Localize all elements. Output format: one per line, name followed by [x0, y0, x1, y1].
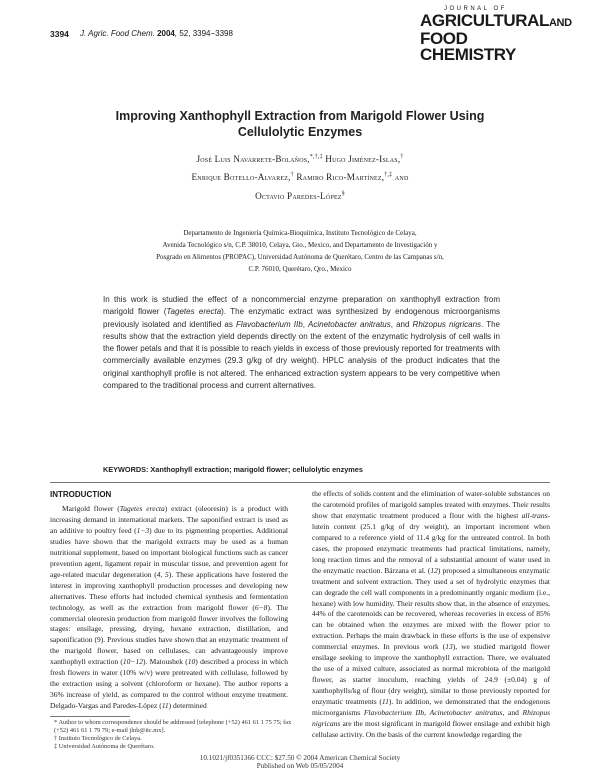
- author-line-1: [130, 149, 470, 167]
- reference: 4, 5: [156, 569, 169, 579]
- footnotes: [50, 719, 300, 751]
- footnote-correspondence: * Author to whom correspondence should be addressed [telephone (+52) 461 61 1 75 75; fax (+52) 461 61 1 79 79; e-mail jlnb@itc.mx].: [54, 719, 292, 734]
- doi-line: 10.1021/jf0351366 CCC: $27.50 © 2004 American Chemical Society: [199, 754, 401, 762]
- species-name: Flavobacterium IIb: [235, 319, 303, 329]
- affiliation-line: Avenida Tecnológico s/n, C.P. 38010, Celaya, Gto., Mexico, and Departamento de Investigación y: [162, 241, 438, 249]
- logo-and: AND: [548, 17, 572, 29]
- reference: 11: [381, 697, 389, 707]
- species-name: Tagetes erecta: [166, 307, 222, 317]
- intro-paragraph-1: Marigold flower (Tagetes erecta) extract (oleoresin) is a product with increasing demand in international markets. The saponified extract is used as an additive to poultry feed (1−3) due to its pigmenting properties. Additional studies have shown that the marigold extracts may be used as a human nutritional supplement, based on important biological functions such as cancer prevention agent, ligament repair in muscular tissue, and prevention agent for age-related macular degeneration (4, 5). These applications have fostered the interest in improving xanthophyll production processes and developing new alternatives. These efforts had included chemical synthesis and fermentation technology, as well as the extraction from marigold flower (6−8). The commercial oleoresin production from marigold flower involves the following stages: ensilage, pressing, drying, hexane extraction, distillation, and saponification (9). Previous studies have shown that an enzymatic treatment of the marigold flower, based on cellulases, can advantageously improve xanthophyll extraction (10−12). Matoushek (10) described a process in which fresh flowers in water (10% w/v) were pretreated with cellulase, followed by the extraction using a solvent (chloroform or hexane). The author reports a 36% increase of yield, as compared to the control without enzyme treatment. Delgado-Vargas and Paredes-López (11) determined: [50, 504, 289, 711]
- keywords-label: KEYWORDS:: [103, 465, 149, 474]
- body-column-left: [50, 504, 288, 712]
- journal-abbrev: J. Agric. Food Chem.: [80, 29, 155, 38]
- section-divider: [50, 482, 550, 483]
- author-paredes: Octavio Paredes-López: [255, 190, 342, 201]
- reference: 13: [445, 642, 453, 652]
- keywords-text: Xanthophyll extraction; marigold flower; cellulolytic enzymes: [148, 465, 363, 474]
- introduction-heading: INTRODUCTION: [50, 490, 112, 499]
- citation-volume-pages: 52, 3394−3398: [179, 29, 233, 38]
- footnote-divider: [50, 716, 130, 717]
- title-line-1: Improving Xanthophyll Extraction from Marigold Flower Using: [115, 109, 485, 123]
- author-mark: §: [341, 190, 345, 197]
- species-name: Acinetobacter anitratus: [429, 708, 503, 718]
- reference: 1−3: [136, 525, 150, 535]
- reference: 12: [430, 565, 438, 575]
- affiliation-line: Departamento de Ingeniería Química-Bioquímica, Instituto Tecnológico de Celaya,: [183, 229, 417, 237]
- species-name: Flavobacterium IIb: [363, 708, 425, 718]
- citation-year: 2004: [157, 29, 175, 38]
- author-and: and: [392, 172, 409, 183]
- publication-date: Published on Web 05/05/2004: [256, 762, 344, 770]
- title-line-2: Cellulolytic Enzymes: [237, 125, 363, 139]
- journal-logo: [420, 6, 572, 64]
- species-name: Tagetes erecta: [119, 504, 165, 513]
- page-number: 3394: [50, 29, 69, 39]
- body-column-right: [312, 489, 550, 741]
- author-line-2: [130, 167, 470, 185]
- affiliation-line: C.P. 76010, Querétaro, Qro., Mexico: [248, 265, 352, 273]
- affiliation-line: Posgrado en Alimentos (PROPAC), Universidad Autónoma de Querétaro, Centro de las Campanas s/n,: [156, 253, 444, 261]
- abstract: In this work is studied the effect of a noncommercial enzyme preparation on xanthophyll extraction from marigold flower (Tagetes erecta). The enzymatic extract was synthesized by endogenous microorganisms previously isolated and identified as Flavobacterium IIb, Acinetobacter anitratus, and Rhizopus nigricans. The results show that the extraction yield depends directly on the extent of the enzymatic hydrolysis of cell walls in the flower petals and that it is possible to reach yields in excess of those previously reported for treatments with commercially available enzymes (29.3 g/kg of dry weight). HPLC analysis of the product indicates that the original xanthophyll profile is not altered. The enhanced extraction system appears to be very competitive when compared to the traditional process and current alternatives.: [103, 295, 501, 391]
- author-mark: †,‡: [384, 172, 393, 179]
- author-mark: *,†,‡: [309, 154, 323, 160]
- article-title: [100, 108, 500, 140]
- reference: 11: [161, 701, 169, 711]
- affiliation: [80, 227, 520, 275]
- chemical-prefix: all-trans: [521, 510, 548, 520]
- author-botello: Enrique Botello-Alvarez,: [191, 172, 291, 183]
- keywords: [103, 465, 503, 474]
- author-navarrete: José Luis Navarrete-Bolaños,: [196, 154, 310, 165]
- reference: 10: [187, 657, 196, 667]
- species-name: Rhizopus nigricans: [412, 319, 482, 329]
- journal-citation: J. Agric. Food Chem. 2004, 52, 3394−3398: [80, 29, 233, 38]
- author-rico: Ramiro Rico-Martínez,: [293, 172, 385, 183]
- logo-top-line: JOURNAL OF: [444, 6, 507, 12]
- reference: 10−12: [122, 657, 143, 667]
- author-line-3: [130, 186, 470, 204]
- logo-line-2: FOOD CHEMISTRY: [420, 29, 516, 64]
- author-jimenez: Hugo Jiménez-Islas,: [322, 154, 401, 165]
- species-name: Rhizopus nigricans: [312, 708, 550, 729]
- intro-paragraph-1-cont: the effects of solids content and the elimination of water-soluble substances on the carotenoid profiles of marigold samples treated with enzymes. Their results show that enzymatic treatment produced a flour with the highest all-trans-lutein content (25.1 g/kg of dry weight), an important increment when compared to a reference yield of 11.4 g/kg for the untreated control. In both cases, the proposed enzymatic treatments had practical limitations, namely, long reaction times and the removal of a substantial amount of water used in the enzymatic reaction. Bárzana et al. (12) proposed a simultaneous enzymatic treatment and solvent extraction. They used a set of hydrolytic enzymes that can degrade the cell wall components in a predominantly organic medium (i.e., hexane) with low humidity. Their results show that, in the absence of enzymes, 44% of the carotenoids can be recovered, whereas recoveries in excess of 85% can be obtained when the enzymes are mixed with the flower prior to extraction. Perhaps the main drawback in these efforts is the use of expensive commercial enzymes. In previous work (13), we studied marigold flower ensilage seeking to improve the xanthophyll extraction. There, we evaluated the use of a mixed culture, associated as normal microbiota of the marigold flower, as starter inoculum, reaching yields of 24.9 (±0.04) g of xanthophylls/kg of flour (dry weight), similar to those previously reported for enzymatic treatments (11). In addition, we demonstrated that the endogenous microorganisms Flavobacterium IIb, Acinetobacter anitratus, and Rhizopus nigricans are the most significant in marigold flower ensilage and exhibit high cellulase activity. On the basis of the current knowledge regarding the: [312, 489, 551, 739]
- author-mark: †: [290, 172, 294, 179]
- footnote-affiliation: ‡ Universidad Autónoma de Querétaro.: [54, 743, 155, 750]
- species-name: Acinetobacter anitratus: [308, 319, 391, 329]
- reference: 6−8: [254, 602, 268, 612]
- author-mark: †: [400, 154, 404, 160]
- author-list: [130, 149, 470, 204]
- doi-block: [150, 754, 450, 770]
- footnote-affiliation: † Instituto Tecnológico de Celaya.: [54, 735, 142, 742]
- logo-agricultural: AGRICULTURAL: [420, 11, 549, 30]
